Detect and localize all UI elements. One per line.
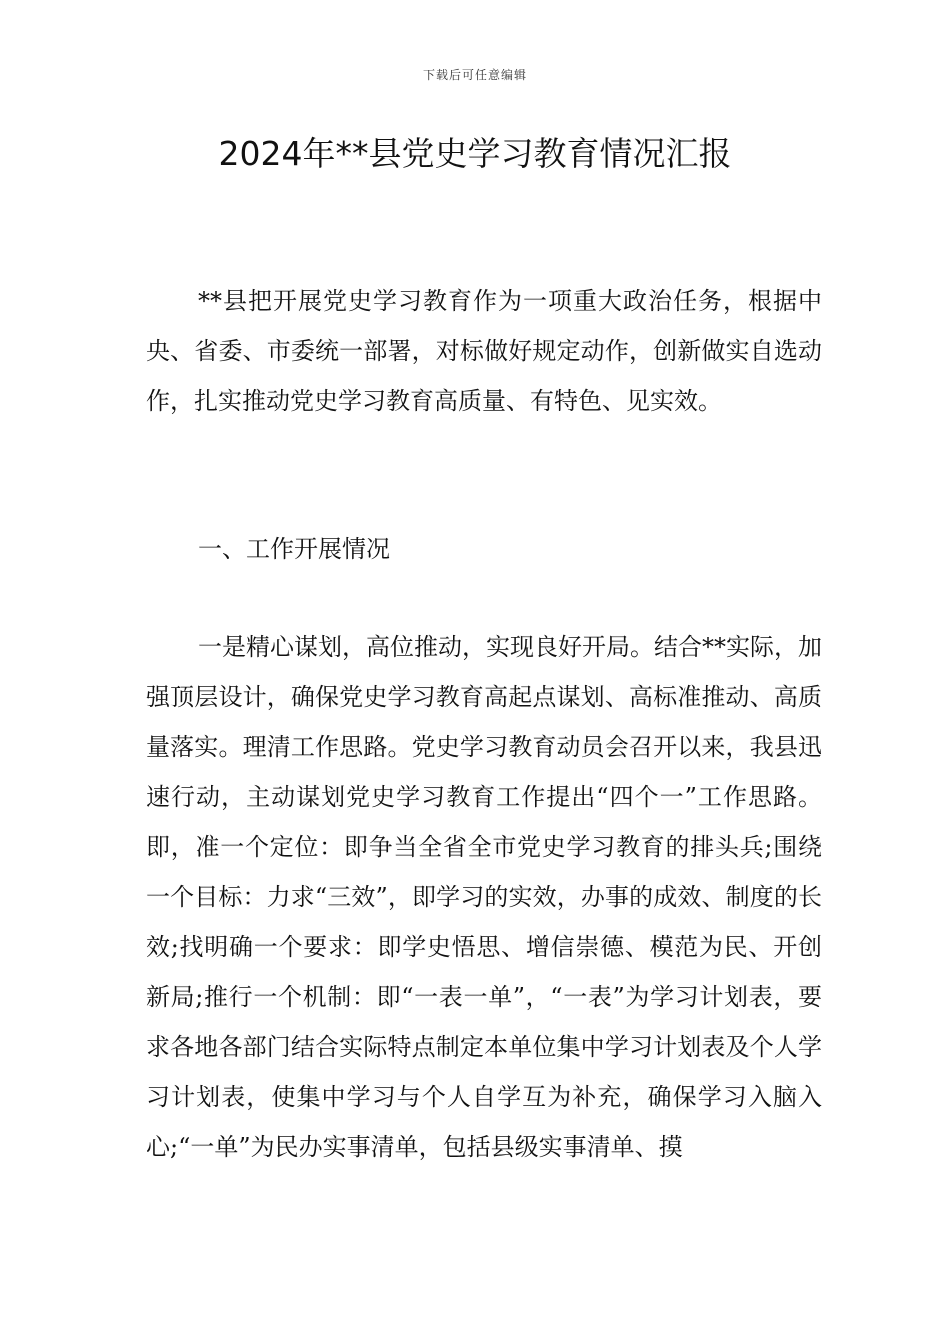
intro-paragraph: **县把开展党史学习教育作为一项重大政治任务，根据中央、省委、市委统一部署，对标做好规定动作，创新做实自选动作，扎实推动党史学习教育高质量、有特色、见实效。 (146, 287, 822, 415)
section-heading: 一、工作开展情况 (198, 535, 390, 563)
header-note: 下载后可任意编辑 (422, 68, 527, 82)
page-title: 2024年**县党史学习教育情况汇报 (218, 134, 732, 173)
body-paragraph: 一是精心谋划，高位推动，实现良好开局。结合**实际，加强顶层设计，确保党史学习教育高起点谋划、高标准推动、高质量落实。理清工作思路。党史学习教育动员会召开以来，我县迅速行动，主动谋划党史学习教育工作提出“四个一”工作思路。即，准一个定位：即争当全省全市党史学习教育的排头兵;围绕一个目标：力求“三效”，即学习的实效，办事的成效、制度的长效;找明确一个要求：即学史悟思、增信崇德、模范为民、开创新局;推行一个机制：即“一表一单”，“一表”为学习计划表，要求各地各部门结合实际特点制定本单位集中学习计划表及个人学习计划表，使集中学习与个人自学互为补充，确保学习入脑入心;“一单”为民办实事清单，包括县级实事清单、摸 (146, 633, 822, 1161)
